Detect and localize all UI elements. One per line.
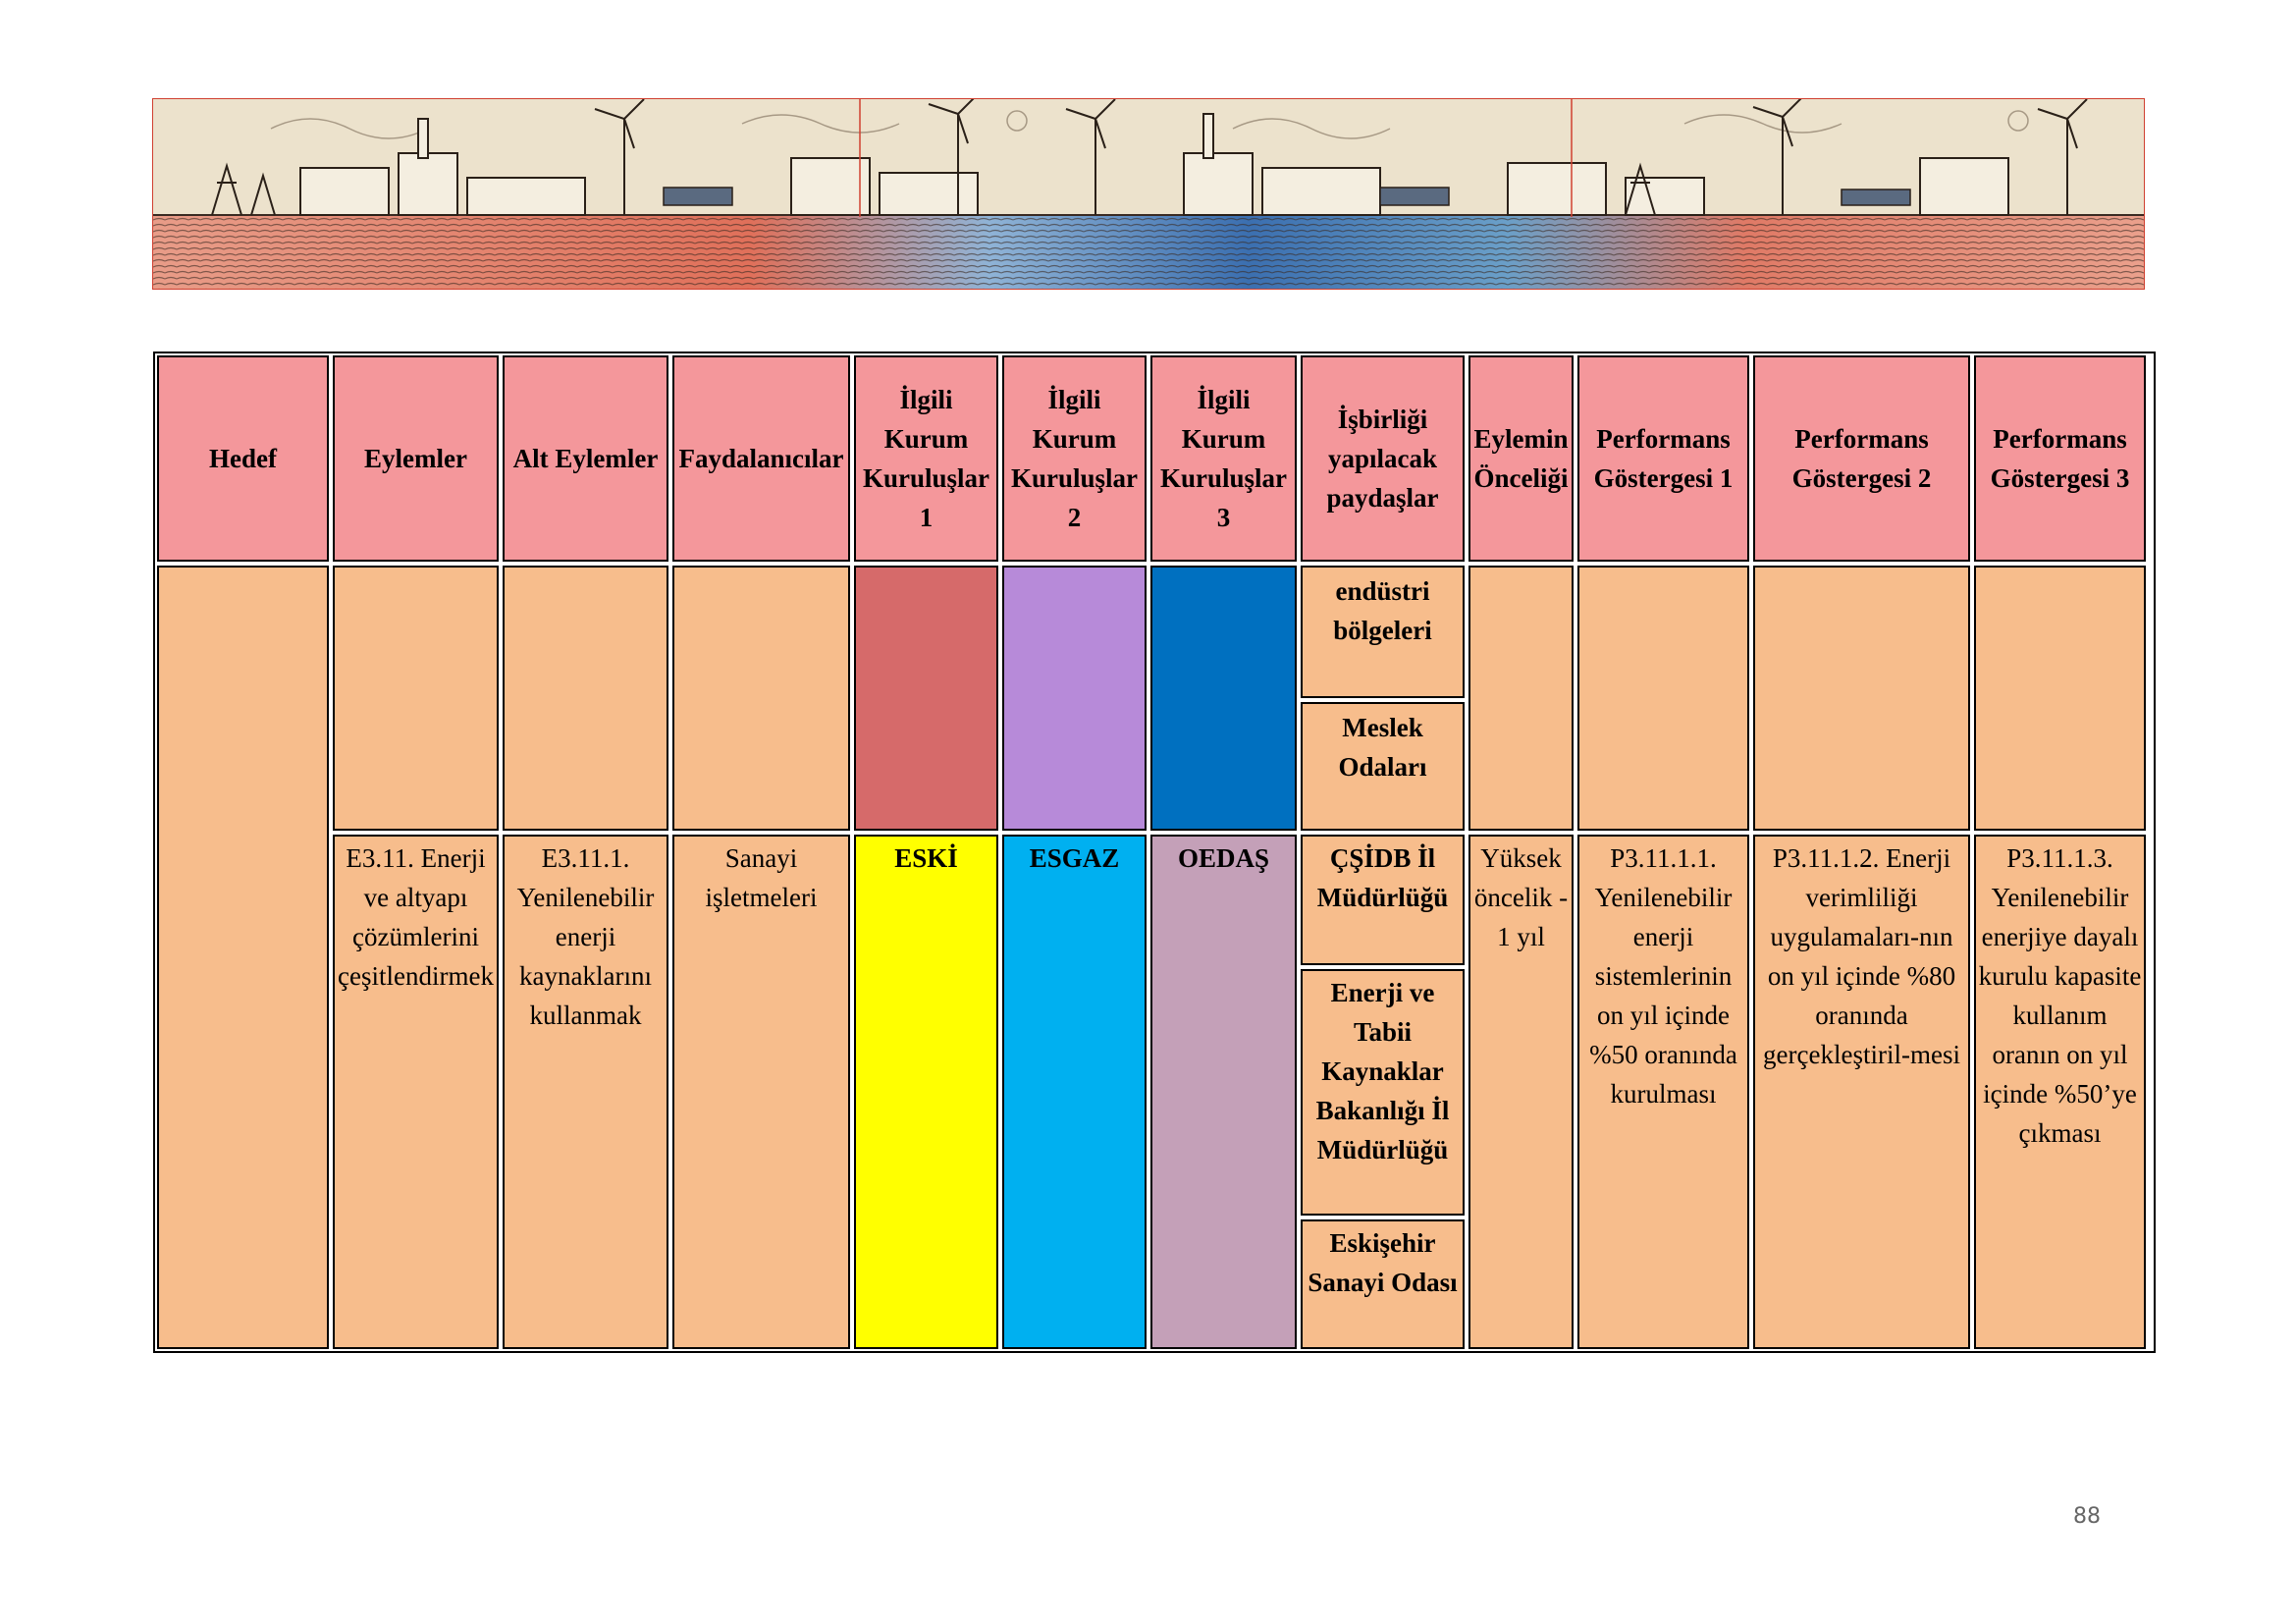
row2-paydas-b-text: Enerji ve Tabii Kaynaklar Bakanlığı İl Müdürlüğü [1315, 978, 1450, 1164]
header-kurum-1 [854, 355, 998, 562]
row1-paydas-b [1301, 702, 1465, 831]
row2-eylem [333, 835, 499, 1349]
header-faydalanicilar-label: Faydalanıcılar [678, 444, 844, 473]
header-kurum-2 [1002, 355, 1147, 562]
page-number: 88 [2073, 1504, 2101, 1529]
hedef-cell [157, 566, 329, 1349]
row2-alt-eylem-text: E3.11.1. Yenilenebilir enerji kaynaklarını kullanmak [516, 843, 655, 1030]
row2-oncelik [1468, 835, 1574, 1349]
header-perf-3-label: Performans Göstergesi 3 [1990, 424, 2130, 493]
row1-kurum-2 [1002, 566, 1147, 831]
row2-paydas-a-text: ÇŞİDB İl Müdürlüğü [1316, 843, 1449, 912]
row2-perf-2-text: P3.11.1.2. Enerji verimliliği uygulamaları-nın on yıl içinde %80 oranında gerçekleştiril-mesi [1763, 843, 1960, 1069]
row1-oncelik [1468, 566, 1574, 831]
row1-paydas-a [1301, 566, 1465, 698]
header-oncelik [1468, 355, 1574, 562]
row1-kurum-1 [854, 566, 998, 831]
row1-faydalanici [672, 566, 850, 831]
row2-kurum-3 [1150, 835, 1297, 1349]
header-isbirligi [1301, 355, 1465, 562]
header-kurum-1-label: İlgili Kurum Kuruluşlar 1 [862, 385, 990, 532]
row2-eylem-text: E3.11. Enerji ve altyapı çözümlerini çeşitlendirmek [338, 843, 494, 991]
row2-faydalanici [672, 835, 850, 1349]
header-perf-2-label: Performans Göstergesi 2 [1791, 424, 1932, 493]
row2-kurum-1 [854, 835, 998, 1349]
header-hedef [157, 355, 329, 562]
row2-kurum-3-text: OEDAŞ [1177, 843, 1270, 873]
row2-perf-3-text: P3.11.1.3. Yenilenebilir enerjiye dayalı kurulu kapasite kullanım oranın on yıl içinde %50’ye çıkması [1978, 843, 2142, 1148]
header-alt-eylemler [503, 355, 668, 562]
header-isbirligi-label: İşbirliği yapılacak paydaşlar [1326, 405, 1439, 513]
row2-alt-eylem [503, 835, 668, 1349]
row2-perf-3 [1974, 835, 2146, 1349]
row1-alt-eylem [503, 566, 668, 831]
row1-perf-1 [1577, 566, 1749, 831]
row2-kurum-2 [1002, 835, 1147, 1349]
row2-perf-1 [1577, 835, 1749, 1349]
row2-paydas-a [1301, 835, 1465, 965]
banner-illustration [152, 98, 2145, 290]
row2-kurum-1-text: ESKİ [894, 843, 958, 873]
header-hedef-label: Hedef [209, 444, 277, 473]
row2-paydas-c [1301, 1219, 1465, 1349]
header-kurum-2-label: İlgili Kurum Kuruluşlar 2 [1010, 385, 1139, 532]
header-perf-1-label: Performans Göstergesi 1 [1593, 424, 1734, 493]
header-kurum-3-label: İlgili Kurum Kuruluşlar 3 [1159, 385, 1288, 532]
row1-kurum-3 [1150, 566, 1297, 831]
header-faydalanicilar [672, 355, 850, 562]
row2-paydas-c-text: Eskişehir Sanayi Odası [1308, 1228, 1458, 1297]
row2-perf-2 [1753, 835, 1970, 1349]
header-perf-3 [1974, 355, 2146, 562]
row1-perf-3 [1974, 566, 2146, 831]
row1-paydas-a-text: endüstri bölgeleri [1333, 576, 1432, 645]
industrial-landscape-illustration [153, 99, 2144, 289]
header-eylemler [333, 355, 499, 562]
row2-kurum-2-text: ESGAZ [1029, 843, 1120, 873]
row2-perf-1-text: P3.11.1.1. Yenilenebilir enerji sistemlerinin on yıl içinde %50 oranında kurulması [1589, 843, 1737, 1109]
row2-faydalanici-text: Sanayi işletmeleri [705, 843, 818, 912]
row1-paydas-b-text: Meslek Odaları [1338, 713, 1427, 782]
header-perf-1 [1577, 355, 1749, 562]
row2-paydas-b [1301, 969, 1465, 1216]
row2-oncelik-text: Yüksek öncelik - 1 yıl [1473, 843, 1569, 951]
action-plan-table [153, 352, 2156, 1353]
header-eylemler-label: Eylemler [364, 444, 467, 473]
row1-eylem [333, 566, 499, 831]
header-perf-2 [1753, 355, 1970, 562]
row1-perf-2 [1753, 566, 1970, 831]
header-oncelik-label: Eylemin Önceliği [1473, 424, 1569, 493]
header-kurum-3 [1150, 355, 1297, 562]
header-alt-eylemler-label: Alt Eylemler [512, 444, 659, 473]
